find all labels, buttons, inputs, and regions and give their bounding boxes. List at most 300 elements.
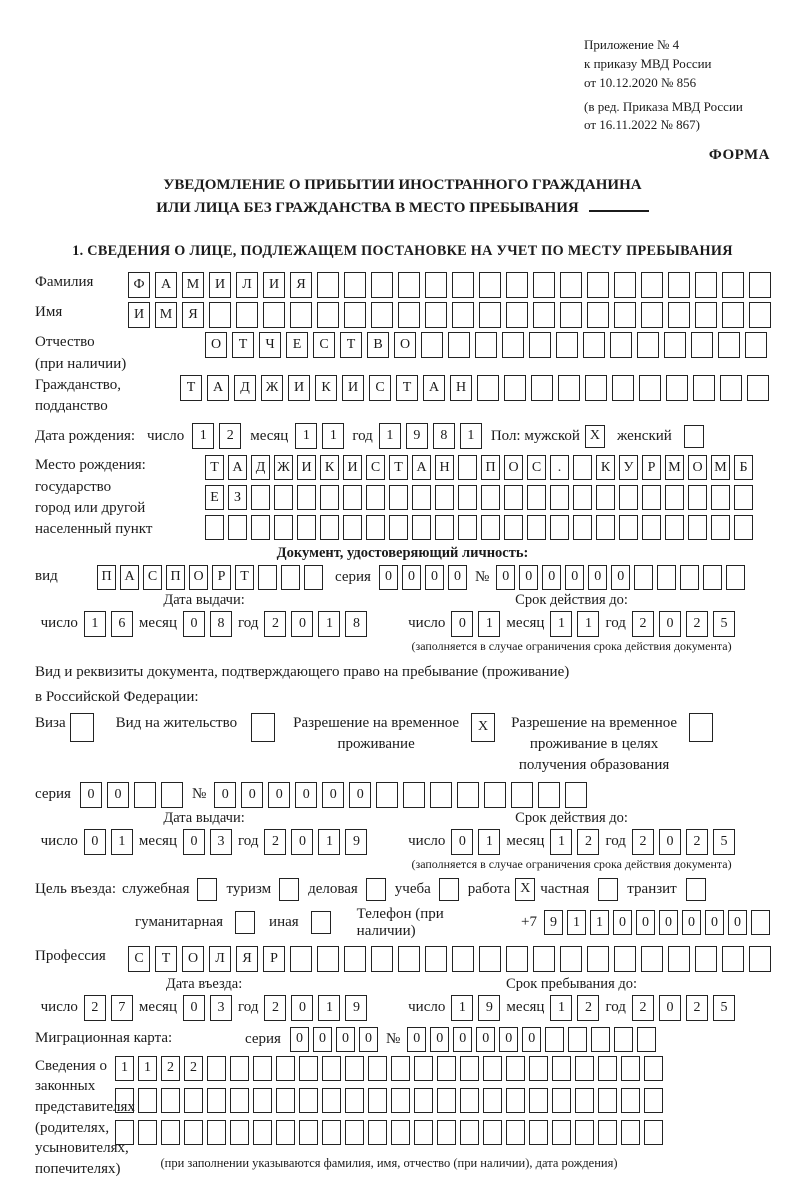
char-cell[interactable] (533, 302, 555, 328)
char-cell[interactable]: 9 (345, 995, 367, 1021)
char-cell[interactable] (665, 485, 684, 510)
char-cell[interactable] (297, 485, 316, 510)
char-cell[interactable] (680, 565, 699, 590)
char-cell[interactable]: 2 (577, 829, 599, 855)
char-cell[interactable]: И (263, 272, 285, 298)
char-cell[interactable] (368, 1120, 387, 1145)
char-cell[interactable] (458, 485, 477, 510)
char-cell[interactable]: 0 (448, 565, 467, 590)
checkbox-purpose-business[interactable] (366, 878, 386, 901)
char-cell[interactable]: Н (435, 455, 454, 480)
char-cell[interactable] (403, 782, 425, 808)
char-cell[interactable] (695, 302, 717, 328)
char-cell[interactable]: 0 (241, 782, 263, 808)
char-cell[interactable] (644, 1056, 663, 1081)
char-cell[interactable]: 1 (115, 1056, 134, 1081)
char-cell[interactable] (506, 1120, 525, 1145)
char-cell[interactable]: 0 (290, 1027, 309, 1052)
char-cell[interactable]: А (207, 375, 229, 401)
char-cell[interactable]: 1 (550, 995, 572, 1021)
char-cell[interactable]: 2 (686, 611, 708, 637)
char-cell[interactable]: С (128, 946, 150, 972)
char-cell[interactable]: С (527, 455, 546, 480)
char-cell[interactable] (448, 332, 470, 358)
char-cell[interactable]: 0 (183, 995, 205, 1021)
char-cell[interactable] (481, 515, 500, 540)
char-cell[interactable]: 2 (184, 1056, 203, 1081)
char-cell[interactable]: 0 (183, 829, 205, 855)
char-cell[interactable] (457, 782, 479, 808)
checkbox-male[interactable]: X (585, 425, 605, 448)
char-cell[interactable]: 1 (295, 423, 317, 449)
char-cell[interactable]: 1 (192, 423, 214, 449)
char-cell[interactable] (484, 782, 506, 808)
char-cell[interactable] (720, 375, 742, 401)
char-cell[interactable] (556, 332, 578, 358)
char-cell[interactable]: 0 (496, 565, 515, 590)
char-cell[interactable] (749, 946, 771, 972)
char-cell[interactable] (276, 1056, 295, 1081)
char-cell[interactable] (483, 1088, 502, 1113)
char-cell[interactable] (668, 302, 690, 328)
char-cell[interactable] (591, 1027, 610, 1052)
char-cell[interactable] (550, 485, 569, 510)
char-cell[interactable]: 2 (686, 995, 708, 1021)
char-cell[interactable] (695, 946, 717, 972)
char-cell[interactable]: 1 (550, 829, 572, 855)
char-cell[interactable] (161, 1088, 180, 1113)
char-cell[interactable] (612, 375, 634, 401)
char-cell[interactable]: 0 (659, 910, 678, 935)
char-cell[interactable]: С (143, 565, 162, 590)
char-cell[interactable]: 1 (111, 829, 133, 855)
char-cell[interactable] (565, 782, 587, 808)
checkbox-purpose-transit[interactable] (686, 878, 706, 901)
char-cell[interactable] (722, 946, 744, 972)
char-cell[interactable]: 0 (682, 910, 701, 935)
char-cell[interactable]: 5 (713, 995, 735, 1021)
char-cell[interactable]: 2 (264, 829, 286, 855)
char-cell[interactable]: 0 (84, 829, 106, 855)
char-cell[interactable] (479, 946, 501, 972)
char-cell[interactable]: 2 (161, 1056, 180, 1081)
char-cell[interactable] (504, 485, 523, 510)
char-cell[interactable]: 0 (542, 565, 561, 590)
char-cell[interactable] (506, 946, 528, 972)
char-cell[interactable] (276, 1120, 295, 1145)
char-cell[interactable] (718, 332, 740, 358)
char-cell[interactable] (751, 910, 770, 935)
char-cell[interactable] (614, 1027, 633, 1052)
char-cell[interactable] (437, 1120, 456, 1145)
char-cell[interactable]: Я (290, 272, 312, 298)
char-cell[interactable]: Р (263, 946, 285, 972)
char-cell[interactable] (668, 272, 690, 298)
char-cell[interactable] (621, 1120, 640, 1145)
char-cell[interactable]: 0 (359, 1027, 378, 1052)
char-cell[interactable]: 1 (318, 611, 340, 637)
char-cell[interactable]: О (182, 946, 204, 972)
char-cell[interactable] (722, 272, 744, 298)
char-cell[interactable]: 0 (295, 782, 317, 808)
char-cell[interactable]: 0 (291, 829, 313, 855)
char-cell[interactable] (657, 565, 676, 590)
char-cell[interactable]: 1 (478, 611, 500, 637)
char-cell[interactable]: 0 (313, 1027, 332, 1052)
char-cell[interactable]: Л (236, 272, 258, 298)
char-cell[interactable] (596, 515, 615, 540)
checkbox-purpose-study[interactable] (439, 878, 459, 901)
char-cell[interactable] (207, 1056, 226, 1081)
char-cell[interactable] (345, 1088, 364, 1113)
char-cell[interactable]: Е (286, 332, 308, 358)
char-cell[interactable]: З (228, 485, 247, 510)
char-cell[interactable] (205, 515, 224, 540)
char-cell[interactable] (236, 302, 258, 328)
checkbox-purpose-tourism[interactable] (279, 878, 299, 901)
char-cell[interactable] (587, 946, 609, 972)
char-cell[interactable]: П (481, 455, 500, 480)
char-cell[interactable]: И (297, 455, 316, 480)
char-cell[interactable] (747, 375, 769, 401)
char-cell[interactable] (299, 1120, 318, 1145)
char-cell[interactable]: 8 (210, 611, 232, 637)
char-cell[interactable]: 2 (686, 829, 708, 855)
char-cell[interactable]: Ж (274, 455, 293, 480)
char-cell[interactable] (251, 485, 270, 510)
char-cell[interactable] (560, 302, 582, 328)
char-cell[interactable]: 9 (406, 423, 428, 449)
char-cell[interactable]: Т (396, 375, 418, 401)
char-cell[interactable]: А (155, 272, 177, 298)
char-cell[interactable] (253, 1088, 272, 1113)
char-cell[interactable] (668, 946, 690, 972)
char-cell[interactable] (641, 302, 663, 328)
char-cell[interactable] (481, 485, 500, 510)
char-cell[interactable] (207, 1120, 226, 1145)
char-cell[interactable]: Д (251, 455, 270, 480)
char-cell[interactable] (458, 455, 477, 480)
char-cell[interactable] (619, 515, 638, 540)
char-cell[interactable]: 1 (451, 995, 473, 1021)
char-cell[interactable] (688, 485, 707, 510)
char-cell[interactable]: 0 (183, 611, 205, 637)
char-cell[interactable] (184, 1088, 203, 1113)
checkbox-visa[interactable] (70, 713, 94, 742)
char-cell[interactable] (398, 272, 420, 298)
char-cell[interactable] (483, 1120, 502, 1145)
char-cell[interactable]: И (209, 272, 231, 298)
char-cell[interactable] (389, 485, 408, 510)
char-cell[interactable]: 3 (210, 829, 232, 855)
char-cell[interactable] (637, 332, 659, 358)
char-cell[interactable] (389, 515, 408, 540)
char-cell[interactable] (614, 946, 636, 972)
char-cell[interactable]: Р (642, 455, 661, 480)
checkbox-purpose-other[interactable] (311, 911, 331, 934)
char-cell[interactable] (642, 515, 661, 540)
char-cell[interactable] (479, 302, 501, 328)
char-cell[interactable]: 0 (453, 1027, 472, 1052)
char-cell[interactable] (437, 1056, 456, 1081)
char-cell[interactable] (230, 1056, 249, 1081)
char-cell[interactable]: Н (450, 375, 472, 401)
char-cell[interactable]: С (366, 455, 385, 480)
char-cell[interactable] (585, 375, 607, 401)
char-cell[interactable]: М (711, 455, 730, 480)
char-cell[interactable]: 2 (84, 995, 106, 1021)
char-cell[interactable] (460, 1088, 479, 1113)
char-cell[interactable]: 1 (567, 910, 586, 935)
char-cell[interactable] (664, 332, 686, 358)
char-cell[interactable] (722, 302, 744, 328)
char-cell[interactable] (368, 1088, 387, 1113)
char-cell[interactable] (184, 1120, 203, 1145)
char-cell[interactable] (317, 272, 339, 298)
char-cell[interactable] (506, 302, 528, 328)
char-cell[interactable] (391, 1056, 410, 1081)
char-cell[interactable] (552, 1120, 571, 1145)
char-cell[interactable] (435, 485, 454, 510)
char-cell[interactable]: 3 (210, 995, 232, 1021)
char-cell[interactable] (209, 302, 231, 328)
char-cell[interactable]: 0 (611, 565, 630, 590)
checkbox-purpose-private[interactable] (598, 878, 618, 901)
char-cell[interactable] (619, 485, 638, 510)
char-cell[interactable] (666, 375, 688, 401)
char-cell[interactable]: 0 (425, 565, 444, 590)
char-cell[interactable] (531, 375, 553, 401)
char-cell[interactable] (366, 515, 385, 540)
char-cell[interactable] (634, 565, 653, 590)
char-cell[interactable] (115, 1088, 134, 1113)
char-cell[interactable]: 0 (451, 829, 473, 855)
char-cell[interactable] (412, 515, 431, 540)
char-cell[interactable]: К (315, 375, 337, 401)
char-cell[interactable] (253, 1056, 272, 1081)
char-cell[interactable] (290, 302, 312, 328)
char-cell[interactable]: 7 (111, 995, 133, 1021)
char-cell[interactable] (552, 1056, 571, 1081)
char-cell[interactable] (504, 375, 526, 401)
char-cell[interactable]: 0 (80, 782, 102, 808)
char-cell[interactable]: С (313, 332, 335, 358)
char-cell[interactable] (452, 946, 474, 972)
char-cell[interactable] (460, 1120, 479, 1145)
char-cell[interactable]: 0 (659, 611, 681, 637)
char-cell[interactable]: И (342, 375, 364, 401)
char-cell[interactable] (529, 1056, 548, 1081)
char-cell[interactable] (253, 1120, 272, 1145)
char-cell[interactable]: 0 (705, 910, 724, 935)
checkbox-temp-permit[interactable]: X (471, 713, 495, 742)
char-cell[interactable] (545, 1027, 564, 1052)
char-cell[interactable]: 0 (379, 565, 398, 590)
char-cell[interactable]: Ж (261, 375, 283, 401)
char-cell[interactable] (425, 272, 447, 298)
checkbox-residence-permit[interactable] (251, 713, 275, 742)
char-cell[interactable]: О (394, 332, 416, 358)
char-cell[interactable] (511, 782, 533, 808)
char-cell[interactable]: 2 (264, 995, 286, 1021)
char-cell[interactable]: М (665, 455, 684, 480)
char-cell[interactable]: 1 (478, 829, 500, 855)
char-cell[interactable]: 2 (577, 995, 599, 1021)
char-cell[interactable] (558, 375, 580, 401)
checkbox-purpose-official[interactable] (197, 878, 217, 901)
char-cell[interactable] (366, 485, 385, 510)
char-cell[interactable] (344, 302, 366, 328)
char-cell[interactable] (412, 485, 431, 510)
char-cell[interactable] (320, 515, 339, 540)
char-cell[interactable] (138, 1120, 157, 1145)
char-cell[interactable]: 5 (713, 829, 735, 855)
char-cell[interactable] (621, 1088, 640, 1113)
char-cell[interactable]: Т (155, 946, 177, 972)
checkbox-edu-permit[interactable] (689, 713, 713, 742)
char-cell[interactable]: И (128, 302, 150, 328)
char-cell[interactable] (437, 1088, 456, 1113)
char-cell[interactable]: У (619, 455, 638, 480)
char-cell[interactable] (228, 515, 247, 540)
char-cell[interactable] (610, 332, 632, 358)
char-cell[interactable]: 1 (318, 829, 340, 855)
char-cell[interactable] (299, 1088, 318, 1113)
char-cell[interactable] (263, 302, 285, 328)
char-cell[interactable]: 9 (345, 829, 367, 855)
char-cell[interactable]: . (550, 455, 569, 480)
char-cell[interactable] (504, 515, 523, 540)
char-cell[interactable] (644, 1120, 663, 1145)
char-cell[interactable]: К (320, 455, 339, 480)
char-cell[interactable]: 0 (291, 611, 313, 637)
char-cell[interactable] (575, 1088, 594, 1113)
char-cell[interactable] (598, 1056, 617, 1081)
char-cell[interactable] (297, 515, 316, 540)
char-cell[interactable] (281, 565, 300, 590)
checkbox-purpose-humanitarian[interactable] (235, 911, 255, 934)
char-cell[interactable]: 2 (219, 423, 241, 449)
char-cell[interactable] (274, 515, 293, 540)
char-cell[interactable]: Т (340, 332, 362, 358)
char-cell[interactable] (371, 302, 393, 328)
char-cell[interactable]: 9 (544, 910, 563, 935)
char-cell[interactable] (529, 332, 551, 358)
char-cell[interactable]: А (120, 565, 139, 590)
char-cell[interactable]: 1 (84, 611, 106, 637)
char-cell[interactable] (391, 1088, 410, 1113)
char-cell[interactable]: 2 (264, 611, 286, 637)
char-cell[interactable]: И (343, 455, 362, 480)
char-cell[interactable] (533, 272, 555, 298)
char-cell[interactable] (414, 1056, 433, 1081)
char-cell[interactable]: А (412, 455, 431, 480)
char-cell[interactable] (458, 515, 477, 540)
char-cell[interactable] (344, 946, 366, 972)
char-cell[interactable]: 2 (632, 611, 654, 637)
char-cell[interactable] (343, 515, 362, 540)
char-cell[interactable] (665, 515, 684, 540)
char-cell[interactable] (560, 272, 582, 298)
char-cell[interactable] (230, 1120, 249, 1145)
char-cell[interactable]: Ч (259, 332, 281, 358)
char-cell[interactable] (274, 485, 293, 510)
char-cell[interactable]: 0 (322, 782, 344, 808)
char-cell[interactable] (538, 782, 560, 808)
char-cell[interactable] (641, 272, 663, 298)
char-cell[interactable] (421, 332, 443, 358)
char-cell[interactable] (688, 515, 707, 540)
char-cell[interactable] (371, 272, 393, 298)
char-cell[interactable] (304, 565, 323, 590)
char-cell[interactable] (430, 782, 452, 808)
char-cell[interactable]: 0 (214, 782, 236, 808)
char-cell[interactable] (641, 946, 663, 972)
char-cell[interactable]: О (189, 565, 208, 590)
char-cell[interactable]: Ф (128, 272, 150, 298)
char-cell[interactable]: Д (234, 375, 256, 401)
char-cell[interactable] (368, 1056, 387, 1081)
char-cell[interactable]: 1 (550, 611, 572, 637)
char-cell[interactable] (621, 1056, 640, 1081)
char-cell[interactable] (527, 485, 546, 510)
char-cell[interactable] (644, 1088, 663, 1113)
char-cell[interactable] (506, 272, 528, 298)
char-cell[interactable]: 8 (433, 423, 455, 449)
char-cell[interactable] (734, 485, 753, 510)
char-cell[interactable]: 0 (268, 782, 290, 808)
char-cell[interactable] (322, 1088, 341, 1113)
char-cell[interactable] (322, 1120, 341, 1145)
char-cell[interactable]: А (423, 375, 445, 401)
char-cell[interactable]: Т (389, 455, 408, 480)
char-cell[interactable] (276, 1088, 295, 1113)
char-cell[interactable]: О (504, 455, 523, 480)
char-cell[interactable] (371, 946, 393, 972)
char-cell[interactable]: 6 (111, 611, 133, 637)
char-cell[interactable] (398, 302, 420, 328)
char-cell[interactable] (317, 946, 339, 972)
char-cell[interactable] (376, 782, 398, 808)
char-cell[interactable] (460, 1056, 479, 1081)
char-cell[interactable] (726, 565, 745, 590)
char-cell[interactable] (573, 455, 592, 480)
char-cell[interactable] (552, 1088, 571, 1113)
char-cell[interactable] (452, 302, 474, 328)
char-cell[interactable]: М (182, 272, 204, 298)
char-cell[interactable] (529, 1120, 548, 1145)
char-cell[interactable]: 1 (138, 1056, 157, 1081)
char-cell[interactable]: 0 (613, 910, 632, 935)
char-cell[interactable]: 2 (632, 829, 654, 855)
char-cell[interactable]: 0 (349, 782, 371, 808)
char-cell[interactable]: Б (734, 455, 753, 480)
char-cell[interactable]: В (367, 332, 389, 358)
char-cell[interactable]: Т (205, 455, 224, 480)
char-cell[interactable] (711, 515, 730, 540)
char-cell[interactable]: 0 (519, 565, 538, 590)
char-cell[interactable] (734, 515, 753, 540)
char-cell[interactable] (477, 375, 499, 401)
char-cell[interactable]: М (155, 302, 177, 328)
char-cell[interactable] (230, 1088, 249, 1113)
char-cell[interactable]: Т (232, 332, 254, 358)
char-cell[interactable]: 0 (636, 910, 655, 935)
char-cell[interactable]: 0 (588, 565, 607, 590)
char-cell[interactable] (475, 332, 497, 358)
char-cell[interactable]: П (97, 565, 116, 590)
char-cell[interactable] (533, 946, 555, 972)
